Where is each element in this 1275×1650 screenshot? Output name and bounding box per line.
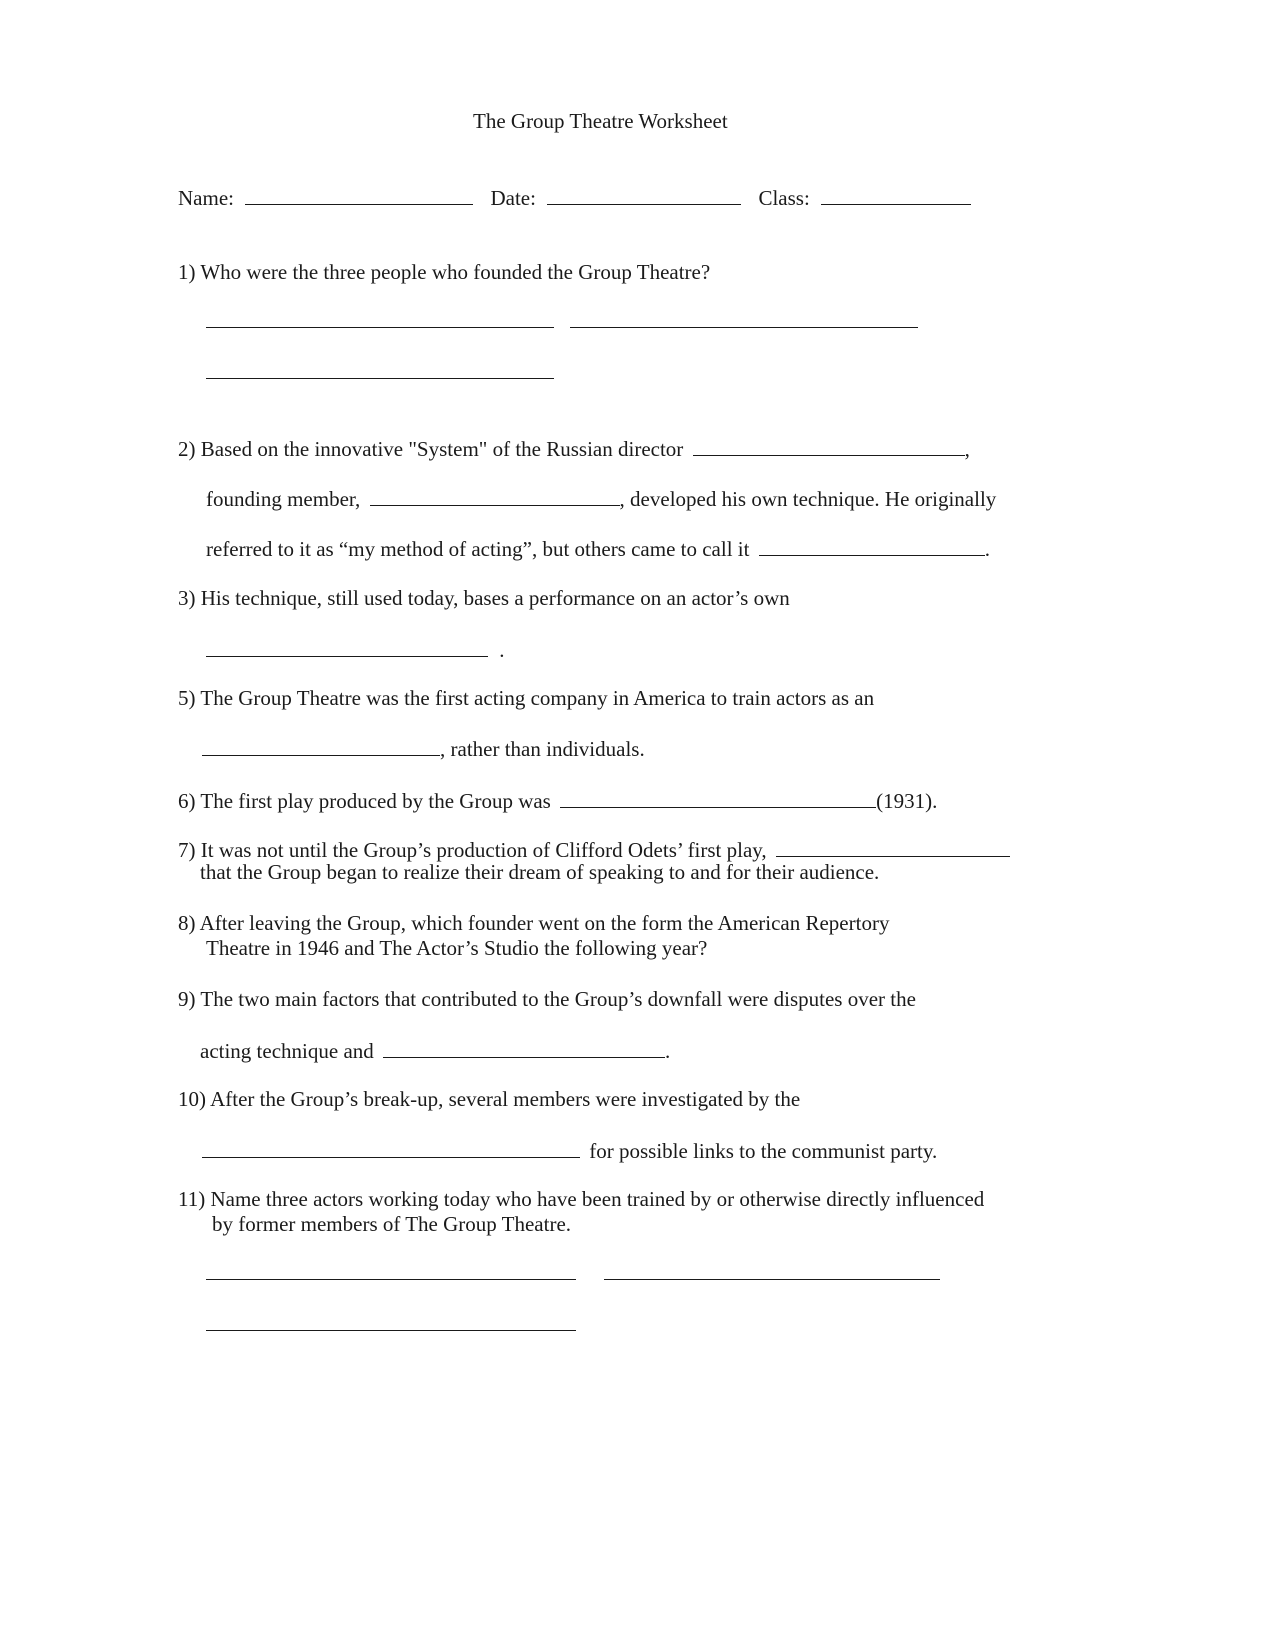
- q3-answer-field[interactable]: [206, 638, 488, 657]
- question-7-line-2: that the Group began to realize their dream of speaking to and for their audience.: [200, 860, 880, 884]
- q11-answer-field-3[interactable]: [206, 1330, 576, 1331]
- q10-answer-field[interactable]: [202, 1139, 580, 1158]
- q6-text-1: 6) The first play produced by the Group was: [178, 789, 551, 813]
- question-11-line-2: by former members of The Group Theatre.: [212, 1212, 572, 1236]
- question-9-line-2: [200, 1039, 670, 1062]
- question-10-line-2: [202, 1139, 937, 1162]
- name-label: Name:: [178, 186, 234, 210]
- q9-text-2: acting technique and: [200, 1039, 374, 1063]
- q11-answer-field-2[interactable]: [604, 1279, 940, 1280]
- q5-text-2: , rather than individuals.: [440, 737, 645, 761]
- q2-method-field[interactable]: [759, 537, 985, 556]
- date-label: Date:: [490, 186, 536, 210]
- q3-period: .: [499, 638, 505, 662]
- question-2-line-1: [178, 437, 970, 460]
- question-2-line-3: [206, 537, 990, 560]
- question-8-line-1: 8) After leaving the Group, which founder went on the form the American Repertory: [178, 911, 890, 935]
- q2-text-4: referred to it as “my method of acting”, but others came to call it: [206, 537, 750, 561]
- q2-member-field[interactable]: [370, 487, 620, 506]
- question-10-line-1: 10) After the Group’s break-up, several members were investigated by the: [178, 1087, 801, 1111]
- question-11-line-1: 11) Name three actors working today who have been trained by or otherwise directly influenced: [178, 1187, 985, 1211]
- date-field[interactable]: [547, 186, 741, 205]
- question-7-line-1: [178, 838, 1010, 861]
- q6-text-2: (1931).: [876, 789, 938, 813]
- question-5: 5) The Group Theatre was the first acting company in America to train actors as an: [178, 686, 875, 710]
- q1-answer-field-2[interactable]: [570, 327, 918, 328]
- q9-answer-field[interactable]: [383, 1039, 665, 1058]
- q1-answer-field-3[interactable]: [206, 378, 554, 379]
- worksheet-title: The Group Theatre Worksheet: [473, 109, 728, 133]
- q2-text-3: , developed his own technique. He originally: [619, 487, 997, 511]
- class-field[interactable]: [821, 186, 971, 205]
- q2-comma: ,: [964, 437, 970, 461]
- question-3-line-2: [206, 638, 505, 661]
- q2-period: .: [984, 537, 990, 561]
- question-8-line-2: Theatre in 1946 and The Actor’s Studio the following year?: [206, 936, 708, 960]
- q7-text-1: 7) It was not until the Group’s production of Clifford Odets’ first play,: [178, 838, 767, 862]
- question-5-line-2: [202, 737, 645, 760]
- question-9-line-1: 9) The two main factors that contributed to the Group’s downfall were disputes over the: [178, 987, 916, 1011]
- question-3: 3) His technique, still used today, bases a performance on an actor’s own: [178, 586, 790, 610]
- class-label: Class:: [758, 186, 810, 210]
- q11-answer-field-1[interactable]: [206, 1279, 576, 1280]
- question-1: 1) Who were the three people who founded the Group Theatre?: [178, 260, 711, 284]
- name-field[interactable]: [245, 186, 473, 205]
- q5-answer-field[interactable]: [202, 737, 440, 756]
- q2-text-2: founding member,: [206, 487, 361, 511]
- q2-director-field[interactable]: [693, 437, 965, 456]
- q1-answer-field-1[interactable]: [206, 327, 554, 328]
- question-2-line-2: [206, 487, 996, 510]
- q6-answer-field[interactable]: [560, 789, 876, 808]
- q2-text-1: 2) Based on the innovative "System" of the Russian director: [178, 437, 684, 461]
- question-6: [178, 789, 937, 812]
- q9-period: .: [665, 1039, 671, 1063]
- q10-text-2: for possible links to the communist party.: [589, 1139, 938, 1163]
- q7-answer-field[interactable]: [776, 838, 1010, 857]
- header-row: [178, 186, 971, 209]
